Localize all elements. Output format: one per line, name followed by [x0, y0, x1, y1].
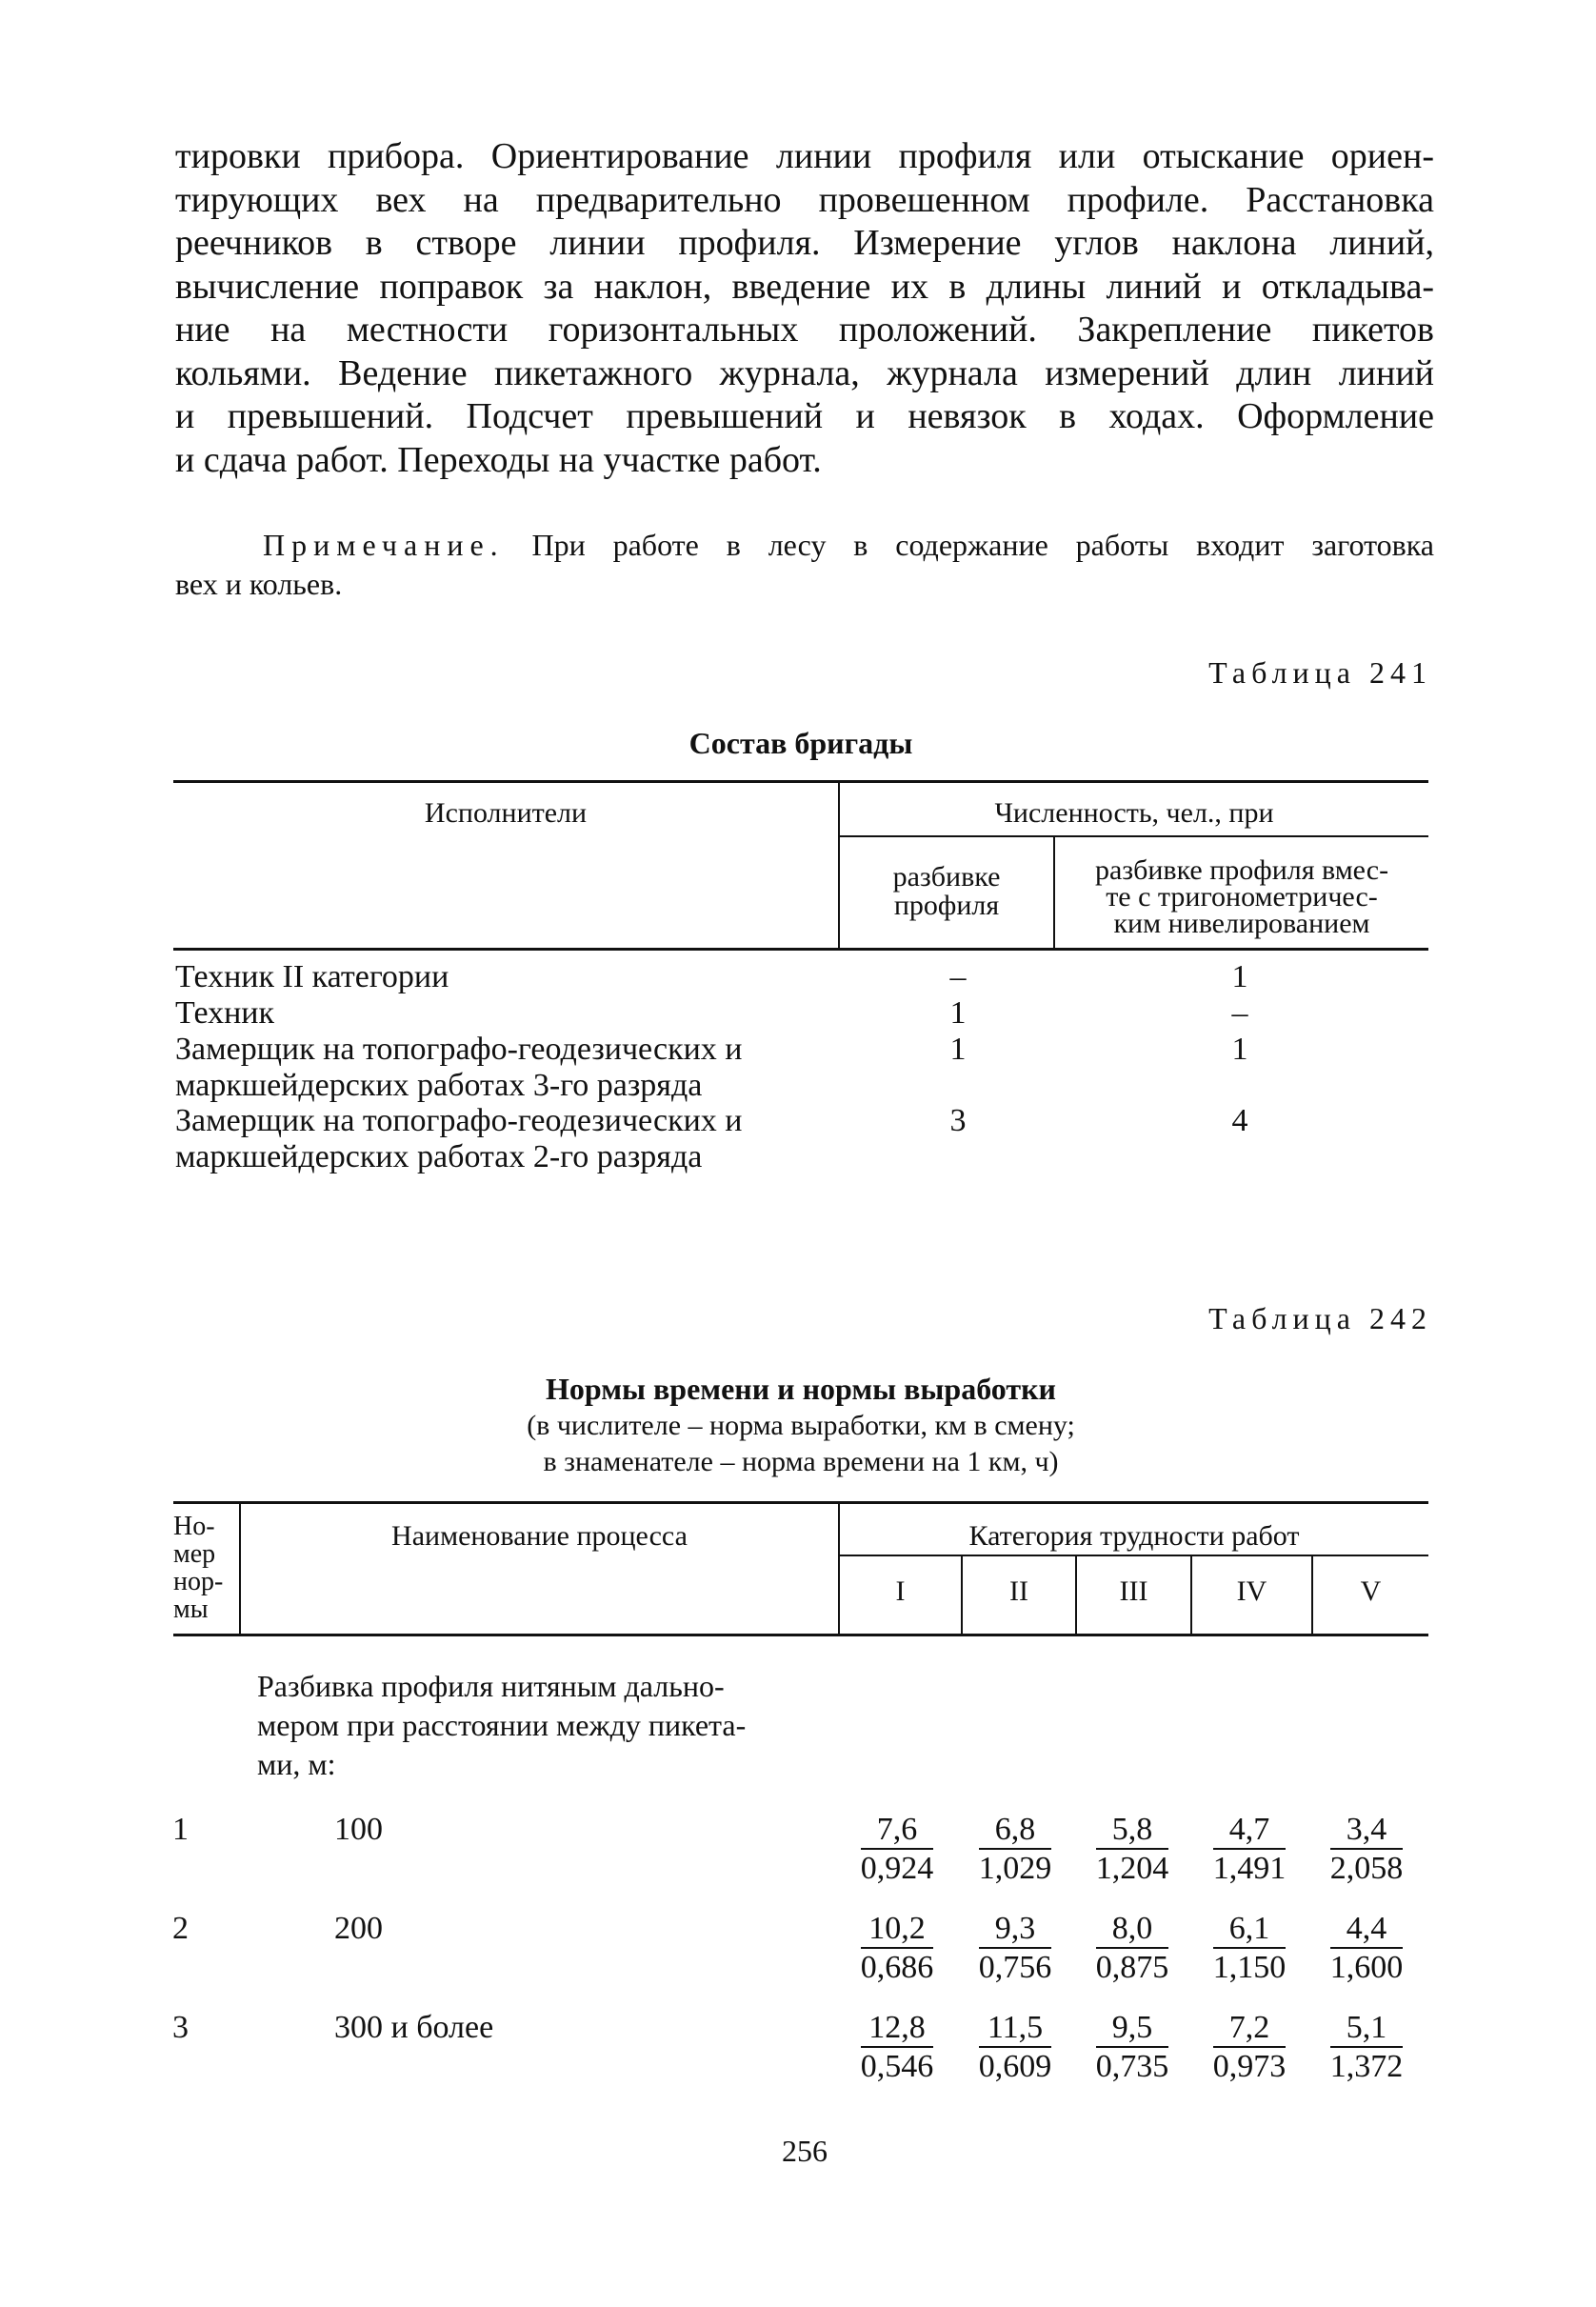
process-name: 300 и более: [334, 2010, 494, 2045]
norm-fraction: [1207, 1812, 1291, 1888]
output-norm: 6,1: [1213, 1911, 1286, 1949]
group-text-line: ми, м:: [257, 1747, 336, 1781]
count-profile: 1: [949, 995, 967, 1031]
time-norm: 0,924: [860, 1851, 934, 1886]
time-norm: 0,875: [1095, 1950, 1169, 1985]
output-norm: 7,6: [861, 1812, 933, 1850]
norm-number: 1: [172, 1812, 189, 1847]
count-profile: –: [949, 959, 967, 994]
output-norm: 8,0: [1096, 1911, 1168, 1949]
note-label: Примечание.: [263, 528, 505, 562]
process-name: 100: [334, 1812, 383, 1847]
table-row-name: [175, 959, 842, 995]
output-norm: 4,7: [1213, 1812, 1286, 1850]
time-norm: 2,058: [1329, 1851, 1404, 1886]
time-norm: 0,973: [1212, 2049, 1287, 2084]
row-name-line: Техник: [175, 995, 275, 1031]
norm-number: 3: [172, 2010, 189, 2045]
norm-number: 2: [172, 1911, 189, 1946]
header-line: нор-: [173, 1567, 224, 1596]
output-norm: 5,8: [1096, 1812, 1168, 1850]
body-line: кольями. Ведение пикетажного журнала, журнала измерений длин линий: [175, 352, 1434, 393]
norm-fraction: [1207, 1911, 1291, 1987]
note-line: [175, 526, 1434, 565]
note: [175, 526, 1434, 604]
norm-fraction: [1090, 1911, 1174, 1987]
output-norm: 9,5: [1096, 2010, 1168, 2048]
time-norm: 0,546: [860, 2049, 934, 2084]
norm-fraction: [973, 1812, 1057, 1888]
norm-fraction: [1325, 1911, 1408, 1987]
page-number: 256: [782, 2134, 828, 2168]
header-line: мы: [173, 1595, 209, 1624]
time-norm: 0,686: [860, 1950, 934, 1985]
table-rule: [173, 780, 1428, 783]
norm-fraction: [855, 1911, 939, 1987]
category-header: I: [895, 1575, 906, 1607]
group-text-line: Разбивка профиля нитяным дально-: [257, 1669, 725, 1703]
note-text: При работе в лесу в содержание работы входит заготовка: [504, 528, 1434, 562]
subheader-line: разбивке: [892, 861, 1001, 893]
time-norm: 0,756: [978, 1950, 1052, 1985]
output-norm: 10,2: [861, 1911, 933, 1949]
table-242-subtitle: (в числителе – норма выработки, км в смену;: [527, 1410, 1075, 1441]
output-norm: 11,5: [979, 2010, 1051, 2048]
output-norm: 12,8: [861, 2010, 933, 2048]
body-paragraph: [175, 135, 1434, 482]
table-row-name: [175, 1032, 842, 1104]
header-process: Наименование процесса: [391, 1520, 688, 1552]
norm-fraction: [973, 1911, 1057, 1987]
header-executors: Исполнители: [424, 797, 588, 829]
table-241-title: Состав бригады: [688, 726, 913, 760]
norm-fraction: [973, 2010, 1057, 2086]
time-norm: 1,600: [1329, 1950, 1404, 1985]
norm-fraction: [855, 2010, 939, 2086]
group-text-line: мером при расстоянии между пикета-: [257, 1708, 747, 1742]
table-242-label: Таблица 242: [1208, 1301, 1432, 1335]
count-profile-trig: 1: [1231, 959, 1248, 994]
row-name-line: Замерщик на топографо-геодезических и: [175, 1103, 743, 1138]
header-count: Численность, чел., при: [994, 797, 1274, 829]
table-row-name: [175, 995, 842, 1032]
category-header: IV: [1236, 1575, 1267, 1607]
body-line: тирующих вех на предварительно провешенном профиле. Расстановка: [175, 179, 1434, 220]
table-241-label: Таблица 241: [1208, 655, 1432, 690]
table-row-name: [175, 1103, 842, 1175]
time-norm: 1,372: [1329, 2049, 1404, 2084]
header-norm-number: [173, 1513, 240, 1623]
count-profile: 1: [949, 1032, 967, 1067]
body-line: реечников в створе линии профиля. Измерение углов наклона линий,: [175, 223, 1434, 263]
subheader-line: разбивке профиля вмес-: [1094, 854, 1389, 886]
norm-fraction: [1325, 2010, 1408, 2086]
header-line: мер: [173, 1539, 216, 1569]
process-group-text: [257, 1667, 746, 1784]
count-profile-trig: 4: [1231, 1103, 1248, 1138]
subheader-line: профиля: [893, 890, 1000, 921]
header-category: Категория трудности работ: [968, 1520, 1300, 1552]
subheader-line: те с тригонометричес-: [1106, 881, 1378, 913]
output-norm: 6,8: [979, 1812, 1051, 1850]
subheader-profile-trig: [1055, 854, 1428, 939]
body-line: вычисление поправок за наклон, введение их в длины линий и откладыва-: [175, 266, 1434, 307]
table-rule: [173, 1501, 1428, 1504]
subheader-profile: [840, 863, 1053, 920]
count-profile-trig: –: [1231, 995, 1248, 1031]
time-norm: 1,491: [1212, 1851, 1287, 1886]
norm-fraction: [1090, 2010, 1174, 2086]
norm-fraction: [855, 1812, 939, 1888]
time-norm: 1,150: [1212, 1950, 1287, 1985]
table-rule: [839, 1555, 1428, 1556]
time-norm: 1,029: [978, 1851, 1052, 1886]
output-norm: 4,4: [1330, 1911, 1403, 1949]
norm-fraction: [1325, 1812, 1408, 1888]
body-line: тировки прибора. Ориентирование линии профиля или отыскание ориен-: [175, 136, 1434, 176]
norm-fraction: [1207, 2010, 1291, 2086]
time-norm: 1,204: [1095, 1851, 1169, 1886]
count-profile-trig: 1: [1231, 1032, 1248, 1067]
body-line: и превышений. Подсчет превышений и невязок в ходах. Оформление: [175, 396, 1434, 436]
row-name-line: Замерщик на топографо-геодезических и: [175, 1032, 743, 1067]
output-norm: 5,1: [1330, 2010, 1403, 2048]
header-line: Но-: [173, 1512, 215, 1541]
time-norm: 0,609: [978, 2049, 1052, 2084]
row-name-line: маркшейдерских работах 3-го разряда: [175, 1068, 703, 1103]
body-line: ние на местности горизонтальных проложений. Закрепление пикетов: [175, 310, 1434, 350]
table-rule: [173, 1634, 1428, 1636]
process-name: 200: [334, 1911, 383, 1946]
table-rule: [839, 835, 1428, 837]
category-header: V: [1360, 1575, 1382, 1607]
note-line: вех и кольев.: [175, 567, 343, 601]
table-rule: [173, 948, 1428, 951]
output-norm: 3,4: [1330, 1812, 1403, 1850]
output-norm: 9,3: [979, 1911, 1051, 1949]
time-norm: 0,735: [1095, 2049, 1169, 2084]
category-header: III: [1119, 1575, 1148, 1607]
body-line: и сдача работ. Переходы на участке работ.: [175, 439, 822, 480]
row-name-line: Техник II категории: [175, 959, 449, 994]
table-242-subtitle: в знаменателе – норма времени на 1 км, ч): [543, 1446, 1059, 1477]
table-242-title: Нормы времени и нормы выработки: [546, 1372, 1056, 1406]
category-header: II: [1009, 1575, 1028, 1607]
output-norm: 7,2: [1213, 2010, 1286, 2048]
row-name-line: маркшейдерских работах 2-го разряда: [175, 1139, 703, 1174]
subheader-line: ким нивелированием: [1113, 908, 1370, 939]
norm-fraction: [1090, 1812, 1174, 1888]
count-profile: 3: [949, 1103, 967, 1138]
